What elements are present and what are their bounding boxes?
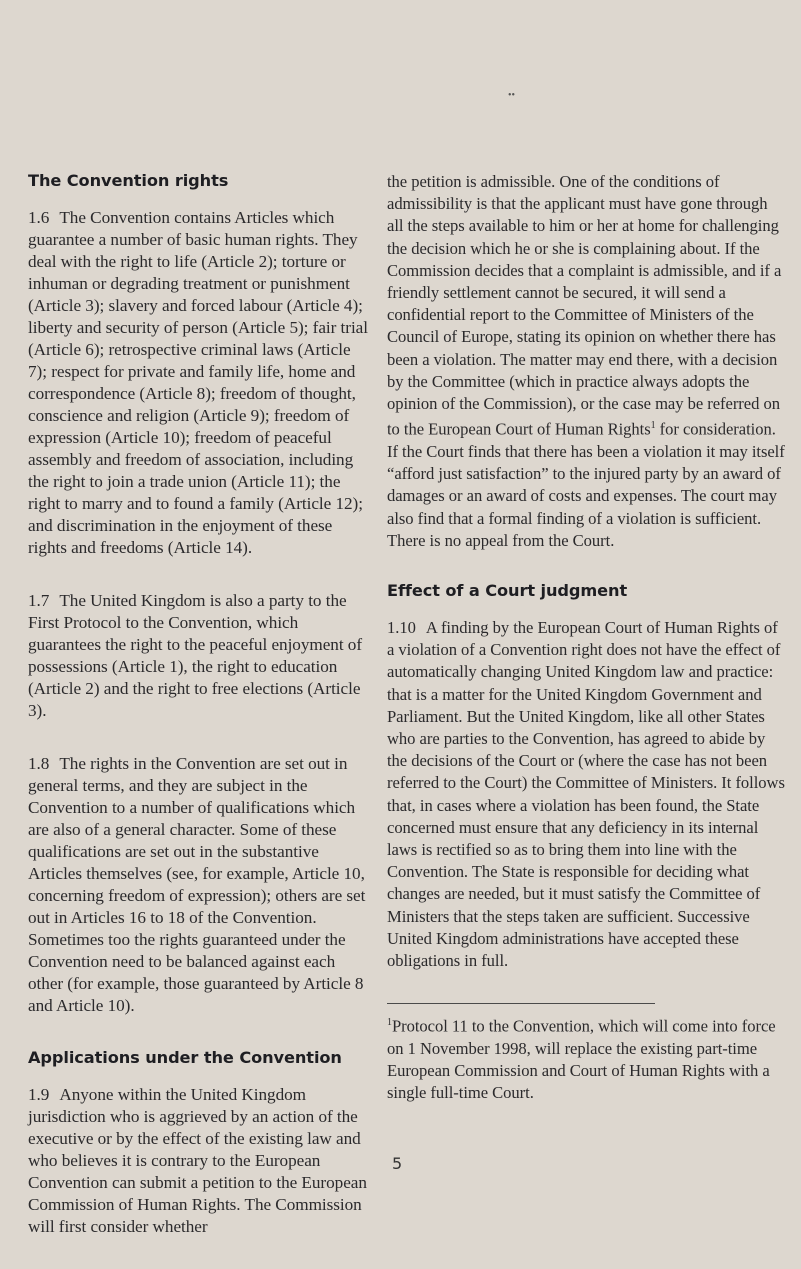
right-column bbox=[387, 171, 787, 1105]
section-heading-effect-of-judgment: Effect of a Court judgment bbox=[387, 580, 628, 600]
paragraph-number: 1.7 bbox=[28, 591, 50, 610]
left-column bbox=[28, 171, 368, 1269]
paragraph-text: The Convention contains Articles which guarantee a number of basic human rights. They deal with the right to life (Article 2); torture or inhuman or degrading treatment or punishment (Article 3); slavery and forced labour (Article 4); liberty and security of person (Article 5); fair trial (Article 6); retrospective criminal laws (Article 7); respect for private and family life, home and correspondence (Article 8); freedom of thought, conscience and religion (Article 9); freedom of expression (Article 10); freedom of peaceful assembly and freedom of association, including the right to join a trade union (Article 11); the right to marry and to found a family (Article 12); and discrimination in the enjoyment of these rights and freedoms (Article 14). bbox=[28, 208, 368, 557]
footnote-ref: 1 bbox=[650, 420, 656, 432]
paragraph-number: 1.8 bbox=[28, 754, 50, 773]
footnote-divider bbox=[387, 1003, 655, 1004]
paragraph-number: 1.6 bbox=[28, 208, 50, 227]
paragraph-1-10 bbox=[387, 617, 787, 972]
footnote-text: Protocol 11 to the Convention, which will come into force on 1 November 1998, will replace the existing part-time European Commission and Court of Human Rights with a single full-time Court. bbox=[387, 1016, 776, 1103]
paragraph-number: 1.10 bbox=[387, 617, 416, 637]
paragraph-text: The rights in the Convention are set out in general terms, and they are subject in the Convention to a number of qualifications which are also of a general character. Some of these qualifications are set out in the substantive Articles themselves (see, for example, Article 10, concerning freedom of expression); others are set out in Articles 16 to 18 of the Convention. Sometimes too the rights guaranteed under the Convention need to be balanced against each other (for example, those guaranteed by Article 8 and Article 10). bbox=[28, 754, 366, 1015]
paragraph-number: 1.9 bbox=[28, 1085, 50, 1104]
paragraph-text: The United Kingdom is also a party to the First Protocol to the Convention, which guarantees the right to the peaceful enjoyment of possessions (Article 1), the right to education (Article 2) and the right to free elections (Article 3). bbox=[28, 591, 363, 720]
footnote bbox=[387, 1012, 787, 1104]
paragraph-1-6 bbox=[28, 207, 368, 559]
section-heading-convention-rights: The Convention rights bbox=[28, 171, 229, 190]
paragraph-text: A finding by the European Court of Human Rights of a violation of a Convention right does not have the effect of automatically changing United Kingdom law and practice: that is a matter for the United Kingdom Government and Parliament. But the United Kingdom, like all other States who are parties to the Convention, has agreed to abide by the decisions of the Court or (where the case has not been referred to the Court) the Committee of Ministers. It follows that, in cases where a violation has been found, the State concerned must ensure that any deficiency in its internal laws is rectified so as to bring them into line with the Convention. The State is responsible for deciding what changes are needed, but it must satisfy the Committee of Ministers that the steps taken are sufficient. Successive United Kingdom administrations have accepted these obligations in full. bbox=[387, 617, 785, 971]
footnote-marker: 1 bbox=[387, 1017, 392, 1029]
page-number: 5 bbox=[392, 1154, 403, 1173]
paragraph-1-8 bbox=[28, 753, 368, 1017]
page-mark: •• bbox=[508, 90, 516, 101]
paragraph-1-7 bbox=[28, 590, 368, 722]
paragraph-text: Anyone within the United Kingdom jurisdiction who is aggrieved by an action of the executive or by the effect of the existing law and who believes it is contrary to the European Convention can submit a petition to the European Commission of Human Rights. The Commission will first consider whether bbox=[28, 1085, 367, 1236]
paragraph-text: the petition is admissible. One of the conditions of admissibility is that the applicant must have gone through all the steps available to him or her at home for challenging the decision which he or she is complaining about. If the Commission decides that a complaint is admissible, and if a friendly settlement cannot be secured, it will send a confidential report to the Committee of Ministers of the Council of Europe, stating its opinion on whether there has been a violation. The matter may end there, with a decision by the Committee (which in practice always adopts the opinion of the Commission), or the case may be referred on to the European Court of Human Rights bbox=[387, 172, 782, 439]
paragraph-continuation bbox=[387, 171, 787, 552]
paragraph-text: for consideration. If the Court finds that there has been a violation it may itself “afford just satisfaction” to the injured party by an award of damages or an award of costs and expenses. The court may also find that a formal finding of a violation is sufficient. There is no appeal from the Court. bbox=[387, 419, 785, 550]
paragraph-1-9 bbox=[28, 1084, 368, 1238]
section-heading-applications: Applications under the Convention bbox=[28, 1048, 342, 1067]
